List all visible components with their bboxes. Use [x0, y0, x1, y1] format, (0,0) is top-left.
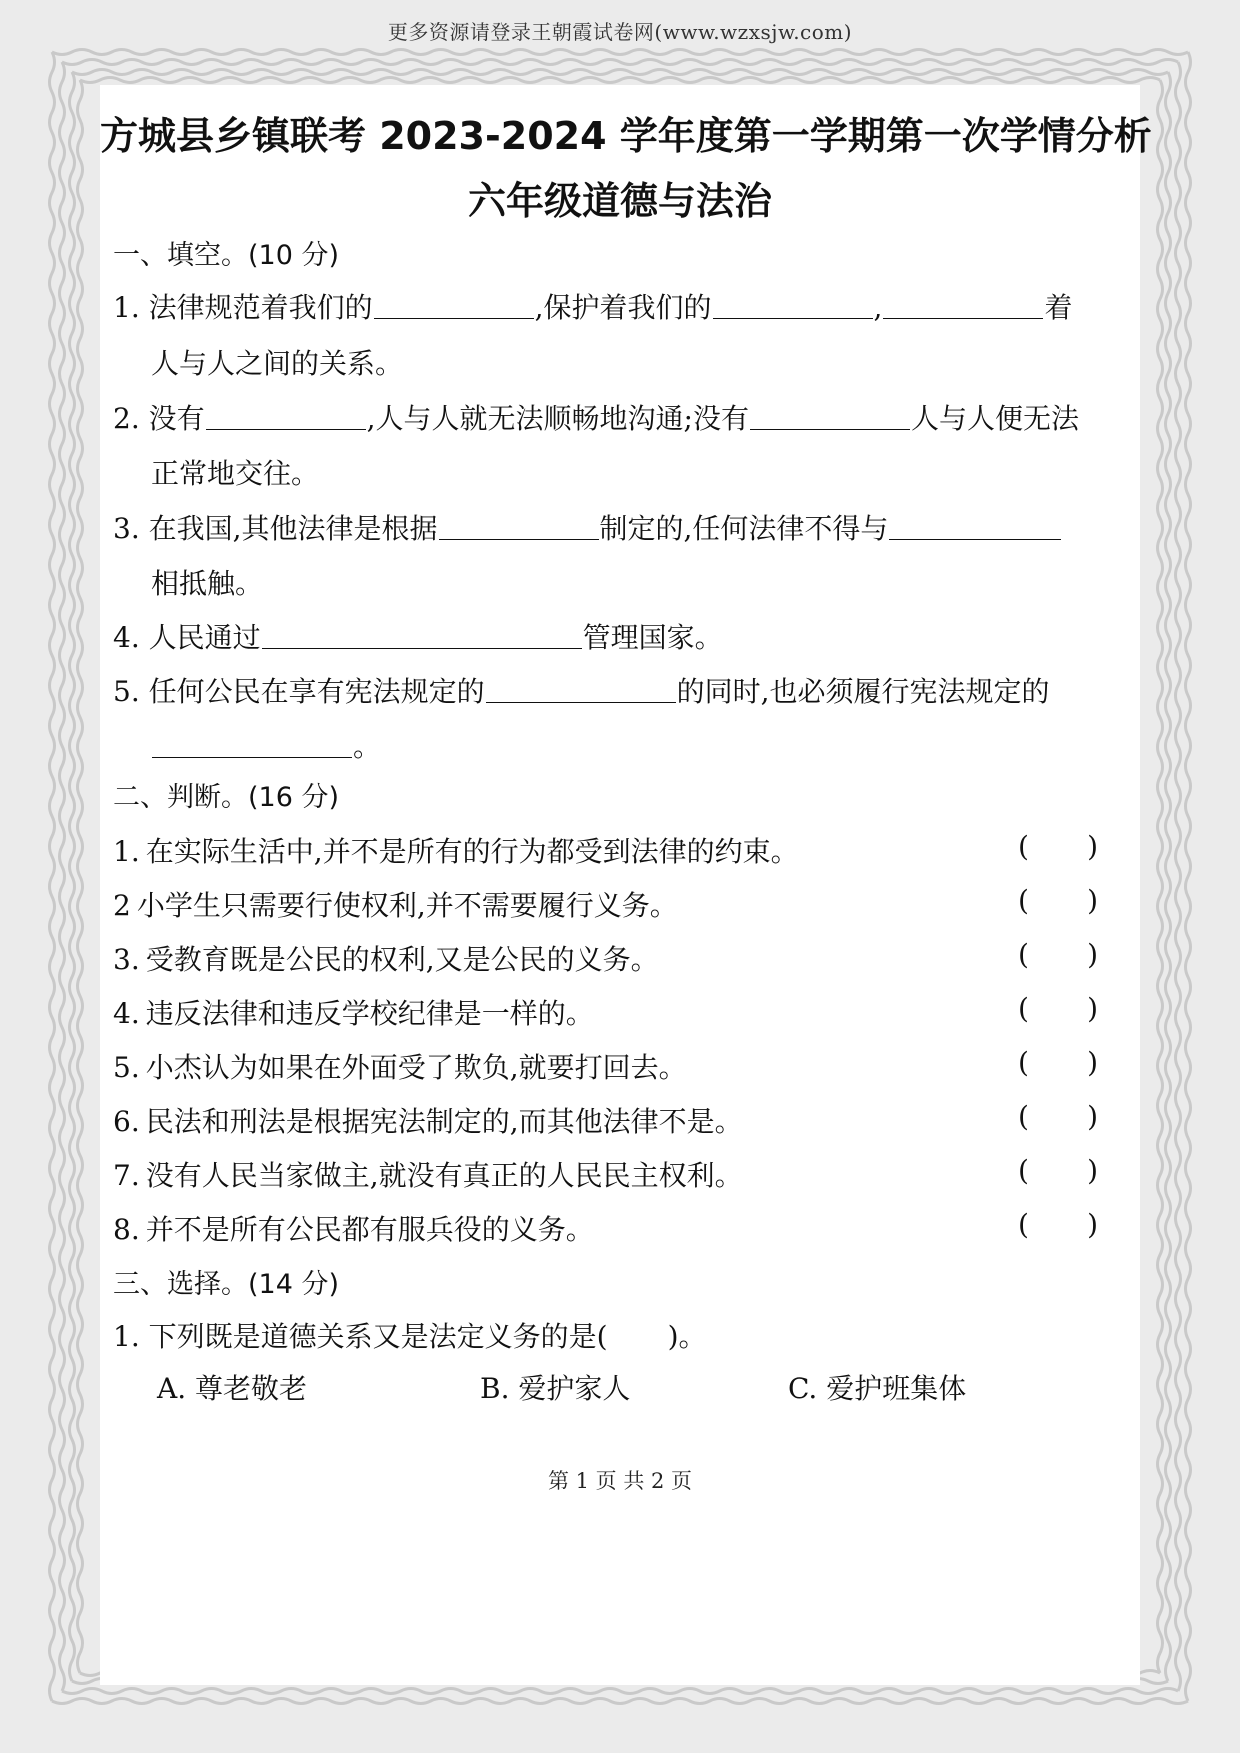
judge-question-5: [113, 1046, 687, 1086]
fill-question-3: 3. 在我国,其他法律是根据 制定的,任何法律不得与: [113, 507, 1062, 547]
fill-question-1-continued: 人与人之间的关系。: [151, 347, 404, 380]
paren-close: ): [1087, 1100, 1098, 1133]
paren-open: (: [1018, 1100, 1029, 1133]
paren-open: (: [1018, 830, 1029, 863]
paren-open: (: [1018, 1208, 1029, 1241]
question-text: 在实际生活中,并不是所有的行为都受到法律的约束。: [145, 835, 799, 868]
question-number: 3.: [113, 943, 140, 976]
question-number: 5.: [113, 1051, 140, 1084]
judge-question-7: [113, 1154, 743, 1194]
answer-blank[interactable]: [713, 290, 873, 319]
choice-option-b[interactable]: B. 爱护家人: [480, 1372, 631, 1405]
answer-parentheses[interactable]: [1018, 1208, 1098, 1241]
answer-parentheses[interactable]: [1018, 938, 1098, 971]
answer-blank[interactable]: [374, 290, 534, 319]
judge-question-8: [113, 1208, 594, 1248]
page-footer: 第 1 页 共 2 页: [547, 1469, 693, 1493]
answer-parentheses[interactable]: [1018, 1100, 1098, 1133]
answer-blank[interactable]: [883, 290, 1043, 319]
judge-question-2: [113, 884, 678, 924]
judge-question-6: [113, 1100, 743, 1140]
answer-blank[interactable]: [486, 674, 676, 703]
paren-close: ): [1087, 992, 1098, 1025]
question-number: 2.: [113, 402, 140, 435]
paren-close: ): [1087, 884, 1098, 917]
question-number: 3.: [113, 512, 140, 545]
answer-parentheses[interactable]: [1018, 830, 1098, 863]
answer-parentheses[interactable]: [1018, 992, 1098, 1025]
question-number: 8.: [113, 1213, 140, 1246]
paren-open: (: [1018, 1154, 1029, 1187]
answer-parentheses[interactable]: [1018, 1154, 1098, 1187]
fill-question-5: 5. 任何公民在享有宪法规定的 的同时,也必须履行宪法规定的: [113, 675, 1050, 708]
choice-option-a[interactable]: A. 尊老敬老: [157, 1372, 308, 1405]
question-number: 6.: [113, 1105, 140, 1138]
watermark-text: 更多资源请登录王朝霞试卷网(www.wzxsjw.com): [387, 20, 853, 44]
question-text: 小杰认为如果在外面受了欺负,就要打回去。: [145, 1051, 687, 1084]
fill-question-5-continued: 。: [151, 725, 381, 765]
paren-open: (: [1018, 992, 1029, 1025]
question-text: 民法和刑法是根据宪法制定的,而其他法律不是。: [145, 1105, 743, 1138]
question-text: 受教育既是公民的权利,又是公民的义务。: [145, 943, 659, 976]
judge-question-4: [113, 992, 594, 1032]
question-number: 4.: [113, 621, 140, 654]
paren-close: ): [1087, 1208, 1098, 1241]
question-number: 7.: [113, 1159, 140, 1192]
judge-question-3: [113, 938, 659, 978]
paren-open: (: [1018, 884, 1029, 917]
question-number: 1.: [113, 835, 140, 868]
paren-open: (: [1018, 938, 1029, 971]
exam-title: 方城县乡镇联考 2023-2024 学年度第一学期第一次学情分析: [100, 114, 1152, 158]
question-number: 4.: [113, 997, 140, 1030]
paren-close: ): [1087, 1046, 1098, 1079]
judge-question-1: [113, 830, 799, 870]
answer-blank[interactable]: [206, 401, 366, 430]
fill-question-4: 4. 人民通过 管理国家。: [113, 621, 723, 654]
fill-question-3-continued: 相抵触。: [151, 567, 264, 600]
question-text: 并不是所有公民都有服兵役的义务。: [145, 1213, 594, 1246]
fill-question-2-continued: 正常地交往。: [151, 457, 320, 490]
question-number: 1.: [113, 291, 140, 324]
section-choice-heading: 三、选择。(14 分): [113, 1269, 340, 1300]
question-number: 2: [113, 889, 131, 922]
question-number: 5.: [113, 675, 140, 708]
section-fill-heading: 一、填空。(10 分): [113, 240, 340, 271]
exam-page: [100, 85, 1152, 1685]
question-text: 违反法律和违反学校纪律是一样的。: [145, 997, 594, 1030]
paren-close: ): [1087, 830, 1098, 863]
question-text: 没有人民当家做主,就没有真正的人民民主权利。: [145, 1159, 743, 1192]
answer-blank[interactable]: [750, 401, 910, 430]
answer-blank[interactable]: [152, 729, 352, 758]
answer-parentheses[interactable]: [1018, 1046, 1098, 1079]
fill-question-1: 1. 法律规范着我们的 ,保护着我们的 , 着: [113, 291, 1073, 324]
question-text: 小学生只需要行使权利,并不需要履行义务。: [136, 889, 678, 922]
question-number: 1.: [113, 1320, 140, 1353]
answer-parentheses[interactable]: [1018, 884, 1098, 917]
answer-blank[interactable]: [889, 511, 1061, 540]
answer-blank[interactable]: [262, 620, 582, 649]
choice-option-c[interactable]: C. 爱护班集体: [788, 1372, 967, 1405]
paren-open: (: [1018, 1046, 1029, 1079]
paren-close: ): [1087, 938, 1098, 971]
section-judge-heading: 二、判断。(16 分): [113, 782, 340, 813]
exam-subject: 六年级道德与法治: [467, 179, 772, 223]
fill-question-2: 2. 没有 ,人与人就无法顺畅地沟通;没有 人与人便无法: [113, 402, 1079, 435]
choice-question-1: 1. 下列既是道德关系又是法定义务的是( )。: [113, 1320, 707, 1353]
paren-close: ): [1087, 1154, 1098, 1187]
answer-blank[interactable]: [439, 511, 599, 540]
